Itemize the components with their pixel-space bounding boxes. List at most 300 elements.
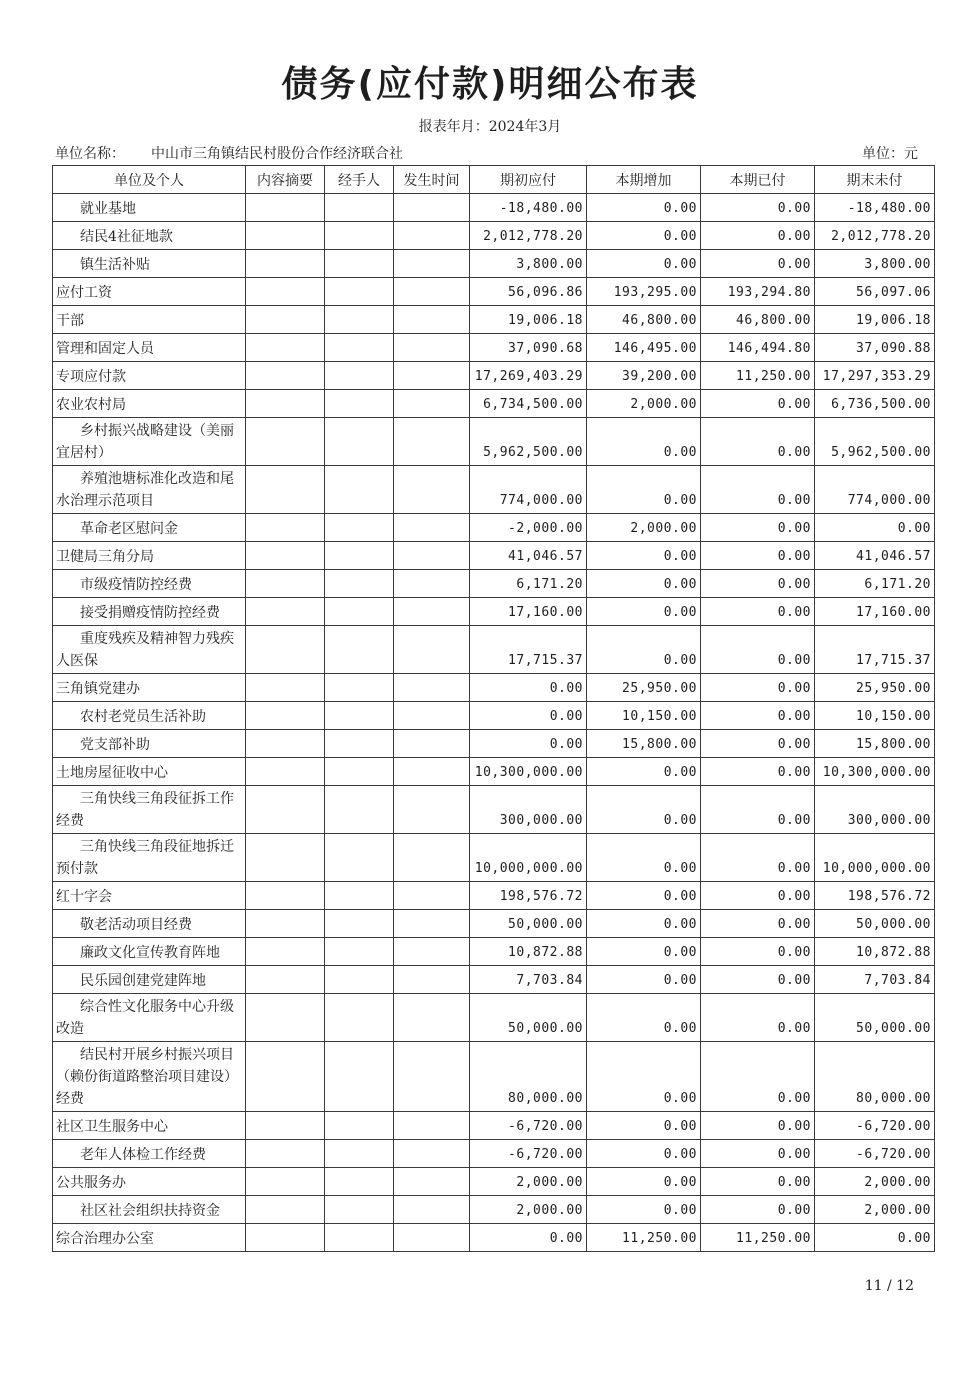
cell-paid: 0.00 [701, 418, 815, 466]
cell-opening: 2,012,778.20 [470, 222, 587, 250]
cell-increase: 0.00 [587, 222, 701, 250]
table-row [53, 306, 935, 334]
cell-date [394, 966, 470, 994]
cell-handler [325, 626, 394, 674]
cell-unit: 干部 [53, 306, 246, 334]
cell-paid: 146,494.80 [701, 334, 815, 362]
cell-handler [325, 702, 394, 730]
cell-handler [325, 1112, 394, 1140]
cell-paid: 0.00 [701, 1042, 815, 1112]
cell-unit: 社区社会组织扶持资金 [53, 1196, 246, 1224]
cell-increase: 0.00 [587, 1112, 701, 1140]
table-row [53, 418, 935, 466]
cell-date [394, 834, 470, 882]
col-header-date: 发生时间 [394, 166, 470, 194]
cell-opening: 0.00 [470, 730, 587, 758]
cell-paid: 0.00 [701, 674, 815, 702]
table-body [53, 194, 935, 1252]
cell-handler [325, 222, 394, 250]
table-row [53, 882, 935, 910]
cell-closing: -18,480.00 [815, 194, 935, 222]
unit-name-label: 单位名称： [55, 146, 125, 162]
cell-closing: 0.00 [815, 514, 935, 542]
cell-closing: 198,576.72 [815, 882, 935, 910]
cell-opening: 6,734,500.00 [470, 390, 587, 418]
table-row [53, 466, 935, 514]
cell-closing: 17,297,353.29 [815, 362, 935, 390]
cell-paid: 0.00 [701, 758, 815, 786]
cell-closing: 5,962,500.00 [815, 418, 935, 466]
cell-summary [246, 466, 325, 514]
cell-summary [246, 1112, 325, 1140]
cell-unit: 民乐园创建党建阵地 [53, 966, 246, 994]
cell-handler [325, 1042, 394, 1112]
cell-paid: 11,250.00 [701, 362, 815, 390]
cell-opening: 17,269,403.29 [470, 362, 587, 390]
cell-paid: 0.00 [701, 514, 815, 542]
cell-closing: 50,000.00 [815, 910, 935, 938]
cell-opening: 10,872.88 [470, 938, 587, 966]
col-header-summary: 内容摘要 [246, 166, 325, 194]
table-row [53, 390, 935, 418]
cell-handler [325, 910, 394, 938]
cell-handler [325, 758, 394, 786]
cell-paid: 0.00 [701, 882, 815, 910]
cell-date [394, 278, 470, 306]
cell-summary [246, 306, 325, 334]
cell-closing: 17,715.37 [815, 626, 935, 674]
cell-handler [325, 1224, 394, 1252]
cell-summary [246, 1196, 325, 1224]
cell-unit: 应付工资 [53, 278, 246, 306]
cell-handler [325, 786, 394, 834]
cell-handler [325, 674, 394, 702]
currency-unit: 单位：元 [862, 146, 918, 162]
cell-increase: 0.00 [587, 994, 701, 1042]
cell-summary [246, 514, 325, 542]
cell-opening: 10,000,000.00 [470, 834, 587, 882]
cell-summary [246, 278, 325, 306]
cell-handler [325, 542, 394, 570]
table-row [53, 514, 935, 542]
cell-date [394, 222, 470, 250]
cell-increase: 146,495.00 [587, 334, 701, 362]
cell-closing: 50,000.00 [815, 994, 935, 1042]
cell-unit: 结民村开展乡村振兴项目（赖份街道路整治项目建设）经费 [53, 1042, 246, 1112]
cell-date [394, 786, 470, 834]
cell-date [394, 730, 470, 758]
cell-closing: 80,000.00 [815, 1042, 935, 1112]
cell-closing: 2,012,778.20 [815, 222, 935, 250]
cell-paid: 0.00 [701, 390, 815, 418]
cell-opening: 774,000.00 [470, 466, 587, 514]
cell-unit: 市级疫情防控经费 [53, 570, 246, 598]
table-row [53, 334, 935, 362]
cell-summary [246, 390, 325, 418]
cell-increase: 0.00 [587, 966, 701, 994]
cell-handler [325, 598, 394, 626]
col-header-unit: 单位及个人 [53, 166, 246, 194]
cell-unit: 综合性文化服务中心升级改造 [53, 994, 246, 1042]
table-row [53, 1112, 935, 1140]
cell-unit: 农业农村局 [53, 390, 246, 418]
cell-summary [246, 1224, 325, 1252]
cell-date [394, 1224, 470, 1252]
cell-closing: 6,171.20 [815, 570, 935, 598]
page-title: 债务(应付款)明细公布表 [281, 64, 699, 105]
table-row [53, 626, 935, 674]
cell-closing: 300,000.00 [815, 786, 935, 834]
cell-summary [246, 882, 325, 910]
cell-date [394, 882, 470, 910]
table-row [53, 730, 935, 758]
cell-increase: 0.00 [587, 1042, 701, 1112]
cell-opening: 19,006.18 [470, 306, 587, 334]
cell-unit: 社区卫生服务中心 [53, 1112, 246, 1140]
cell-unit: 土地房屋征收中心 [53, 758, 246, 786]
cell-summary [246, 570, 325, 598]
cell-increase: 39,200.00 [587, 362, 701, 390]
cell-handler [325, 938, 394, 966]
cell-unit: 老年人体检工作经费 [53, 1140, 246, 1168]
cell-unit: 党支部补助 [53, 730, 246, 758]
cell-handler [325, 1196, 394, 1224]
cell-unit: 镇生活补贴 [53, 250, 246, 278]
cell-closing: 10,872.88 [815, 938, 935, 966]
cell-opening: -18,480.00 [470, 194, 587, 222]
cell-opening: -2,000.00 [470, 514, 587, 542]
cell-handler [325, 994, 394, 1042]
cell-opening: 50,000.00 [470, 994, 587, 1042]
cell-increase: 0.00 [587, 1196, 701, 1224]
table-row [53, 278, 935, 306]
table-row [53, 362, 935, 390]
cell-closing: 37,090.88 [815, 334, 935, 362]
cell-date [394, 1168, 470, 1196]
cell-increase: 11,250.00 [587, 1224, 701, 1252]
cell-unit: 农村老党员生活补助 [53, 702, 246, 730]
cell-unit: 综合治理办公室 [53, 1224, 246, 1252]
cell-summary [246, 834, 325, 882]
cell-handler [325, 334, 394, 362]
cell-paid: 0.00 [701, 598, 815, 626]
cell-summary [246, 674, 325, 702]
cell-date [394, 758, 470, 786]
cell-handler [325, 278, 394, 306]
table-row [53, 702, 935, 730]
cell-summary [246, 1168, 325, 1196]
cell-opening: 0.00 [470, 674, 587, 702]
cell-date [394, 514, 470, 542]
cell-closing: -6,720.00 [815, 1112, 935, 1140]
cell-paid: 0.00 [701, 910, 815, 938]
cell-opening: 56,096.86 [470, 278, 587, 306]
cell-paid: 0.00 [701, 250, 815, 278]
cell-date [394, 334, 470, 362]
cell-paid: 0.00 [701, 570, 815, 598]
cell-increase: 0.00 [587, 1168, 701, 1196]
cell-opening: 50,000.00 [470, 910, 587, 938]
table-row [53, 834, 935, 882]
table-row [53, 1224, 935, 1252]
cell-unit: 接受捐赠疫情防控经费 [53, 598, 246, 626]
cell-closing: 15,800.00 [815, 730, 935, 758]
cell-summary [246, 598, 325, 626]
cell-summary [246, 542, 325, 570]
cell-handler [325, 882, 394, 910]
cell-opening: -6,720.00 [470, 1112, 587, 1140]
cell-opening: 41,046.57 [470, 542, 587, 570]
cell-paid: 0.00 [701, 834, 815, 882]
cell-summary [246, 250, 325, 278]
cell-closing: 25,950.00 [815, 674, 935, 702]
cell-summary [246, 222, 325, 250]
cell-paid: 0.00 [701, 626, 815, 674]
cell-opening: 37,090.68 [470, 334, 587, 362]
cell-closing: 10,300,000.00 [815, 758, 935, 786]
cell-unit: 廉政文化宣传教育阵地 [53, 938, 246, 966]
cell-paid: 0.00 [701, 1196, 815, 1224]
cell-handler [325, 306, 394, 334]
cell-increase: 0.00 [587, 786, 701, 834]
table-row [53, 910, 935, 938]
cell-summary [246, 966, 325, 994]
cell-handler [325, 362, 394, 390]
cell-increase: 0.00 [587, 938, 701, 966]
cell-unit: 敬老活动项目经费 [53, 910, 246, 938]
cell-unit: 革命老区慰问金 [53, 514, 246, 542]
cell-handler [325, 250, 394, 278]
col-header-closing: 期末未付 [815, 166, 935, 194]
table-row [53, 542, 935, 570]
table-row [53, 786, 935, 834]
cell-increase: 0.00 [587, 194, 701, 222]
cell-date [394, 1140, 470, 1168]
cell-paid: 0.00 [701, 1140, 815, 1168]
cell-closing: -6,720.00 [815, 1140, 935, 1168]
cell-unit: 养殖池塘标准化改造和尾水治理示范项目 [53, 466, 246, 514]
cell-increase: 0.00 [587, 466, 701, 514]
cell-paid: 0.00 [701, 466, 815, 514]
cell-date [394, 1112, 470, 1140]
col-header-handler: 经手人 [325, 166, 394, 194]
cell-date [394, 542, 470, 570]
cell-summary [246, 194, 325, 222]
cell-opening: 2,000.00 [470, 1196, 587, 1224]
table-row [53, 1042, 935, 1112]
cell-date [394, 1042, 470, 1112]
cell-handler [325, 390, 394, 418]
cell-date [394, 626, 470, 674]
cell-increase: 0.00 [587, 758, 701, 786]
cell-date [394, 390, 470, 418]
cell-opening: 17,160.00 [470, 598, 587, 626]
cell-unit: 卫健局三角分局 [53, 542, 246, 570]
report-date: 报表年月：2024年3月 [418, 119, 562, 135]
cell-summary [246, 418, 325, 466]
cell-handler [325, 570, 394, 598]
table-row [53, 194, 935, 222]
cell-opening: 0.00 [470, 1224, 587, 1252]
cell-closing: 10,150.00 [815, 702, 935, 730]
cell-increase: 193,295.00 [587, 278, 701, 306]
cell-date [394, 910, 470, 938]
cell-closing: 41,046.57 [815, 542, 935, 570]
cell-handler [325, 1140, 394, 1168]
page-number: 11 / 12 [864, 1278, 914, 1294]
col-header-paid: 本期已付 [701, 166, 815, 194]
table-row [53, 1196, 935, 1224]
cell-paid: 0.00 [701, 938, 815, 966]
cell-date [394, 362, 470, 390]
cell-date [394, 570, 470, 598]
cell-unit: 三角镇党建办 [53, 674, 246, 702]
cell-closing: 10,000,000.00 [815, 834, 935, 882]
cell-paid: 0.00 [701, 194, 815, 222]
cell-opening: 2,000.00 [470, 1168, 587, 1196]
cell-closing: 3,800.00 [815, 250, 935, 278]
cell-unit: 管理和固定人员 [53, 334, 246, 362]
cell-opening: -6,720.00 [470, 1140, 587, 1168]
cell-summary [246, 626, 325, 674]
cell-increase: 25,950.00 [587, 674, 701, 702]
cell-increase: 0.00 [587, 626, 701, 674]
table-row [53, 222, 935, 250]
cell-handler [325, 966, 394, 994]
cell-increase: 0.00 [587, 418, 701, 466]
table-row [53, 1140, 935, 1168]
cell-increase: 10,150.00 [587, 702, 701, 730]
col-header-opening: 期初应付 [470, 166, 587, 194]
cell-date [394, 418, 470, 466]
cell-increase: 0.00 [587, 882, 701, 910]
cell-unit: 就业基地 [53, 194, 246, 222]
cell-summary [246, 994, 325, 1042]
table-row [53, 250, 935, 278]
cell-increase: 0.00 [587, 834, 701, 882]
unit-name-value: 中山市三角镇结民村股份合作经济联合社 [151, 146, 403, 162]
cell-date [394, 466, 470, 514]
cell-paid: 11,250.00 [701, 1224, 815, 1252]
cell-closing: 7,703.84 [815, 966, 935, 994]
cell-handler [325, 418, 394, 466]
cell-summary [246, 362, 325, 390]
cell-handler [325, 466, 394, 514]
cell-closing: 6,736,500.00 [815, 390, 935, 418]
table-row [53, 966, 935, 994]
cell-paid: 46,800.00 [701, 306, 815, 334]
cell-date [394, 194, 470, 222]
cell-increase: 46,800.00 [587, 306, 701, 334]
cell-opening: 3,800.00 [470, 250, 587, 278]
cell-closing: 2,000.00 [815, 1168, 935, 1196]
cell-unit: 重度残疾及精神智力残疾人医保 [53, 626, 246, 674]
cell-summary [246, 1140, 325, 1168]
cell-paid: 0.00 [701, 1112, 815, 1140]
cell-increase: 15,800.00 [587, 730, 701, 758]
cell-handler [325, 730, 394, 758]
cell-increase: 0.00 [587, 1140, 701, 1168]
cell-paid: 0.00 [701, 542, 815, 570]
cell-unit: 结民4社征地款 [53, 222, 246, 250]
cell-opening: 80,000.00 [470, 1042, 587, 1112]
cell-date [394, 1196, 470, 1224]
cell-summary [246, 702, 325, 730]
cell-paid: 0.00 [701, 966, 815, 994]
cell-opening: 10,300,000.00 [470, 758, 587, 786]
cell-summary [246, 730, 325, 758]
table-row [53, 758, 935, 786]
cell-unit: 乡村振兴战略建设（美丽宜居村） [53, 418, 246, 466]
cell-closing: 2,000.00 [815, 1196, 935, 1224]
cell-date [394, 702, 470, 730]
cell-opening: 7,703.84 [470, 966, 587, 994]
cell-date [394, 938, 470, 966]
cell-closing: 774,000.00 [815, 466, 935, 514]
cell-paid: 0.00 [701, 1168, 815, 1196]
table-row [53, 674, 935, 702]
cell-increase: 0.00 [587, 542, 701, 570]
cell-opening: 17,715.37 [470, 626, 587, 674]
cell-closing: 56,097.06 [815, 278, 935, 306]
cell-summary [246, 938, 325, 966]
cell-increase: 2,000.00 [587, 514, 701, 542]
cell-date [394, 306, 470, 334]
cell-handler [325, 1168, 394, 1196]
cell-opening: 0.00 [470, 702, 587, 730]
cell-paid: 0.00 [701, 702, 815, 730]
cell-closing: 19,006.18 [815, 306, 935, 334]
cell-summary [246, 786, 325, 834]
cell-date [394, 674, 470, 702]
table-row [53, 598, 935, 626]
cell-handler [325, 834, 394, 882]
cell-opening: 6,171.20 [470, 570, 587, 598]
cell-paid: 0.00 [701, 786, 815, 834]
cell-date [394, 994, 470, 1042]
table-row [53, 570, 935, 598]
cell-paid: 193,294.80 [701, 278, 815, 306]
cell-opening: 300,000.00 [470, 786, 587, 834]
cell-increase: 0.00 [587, 570, 701, 598]
cell-paid: 0.00 [701, 222, 815, 250]
cell-summary [246, 910, 325, 938]
table-header-row [53, 166, 935, 194]
table-row [53, 938, 935, 966]
cell-paid: 0.00 [701, 730, 815, 758]
table-row [53, 994, 935, 1042]
cell-closing: 17,160.00 [815, 598, 935, 626]
table-row [53, 1168, 935, 1196]
cell-date [394, 250, 470, 278]
cell-unit: 专项应付款 [53, 362, 246, 390]
cell-unit: 三角快线三角段征拆工作经费 [53, 786, 246, 834]
cell-increase: 2,000.00 [587, 390, 701, 418]
cell-summary [246, 758, 325, 786]
cell-closing: 0.00 [815, 1224, 935, 1252]
cell-paid: 0.00 [701, 994, 815, 1042]
cell-increase: 0.00 [587, 250, 701, 278]
col-header-increase: 本期增加 [587, 166, 701, 194]
unit-name [55, 143, 403, 163]
cell-summary [246, 1042, 325, 1112]
cell-increase: 0.00 [587, 910, 701, 938]
cell-opening: 198,576.72 [470, 882, 587, 910]
cell-summary [246, 334, 325, 362]
cell-unit: 公共服务办 [53, 1168, 246, 1196]
cell-handler [325, 514, 394, 542]
cell-increase: 0.00 [587, 598, 701, 626]
